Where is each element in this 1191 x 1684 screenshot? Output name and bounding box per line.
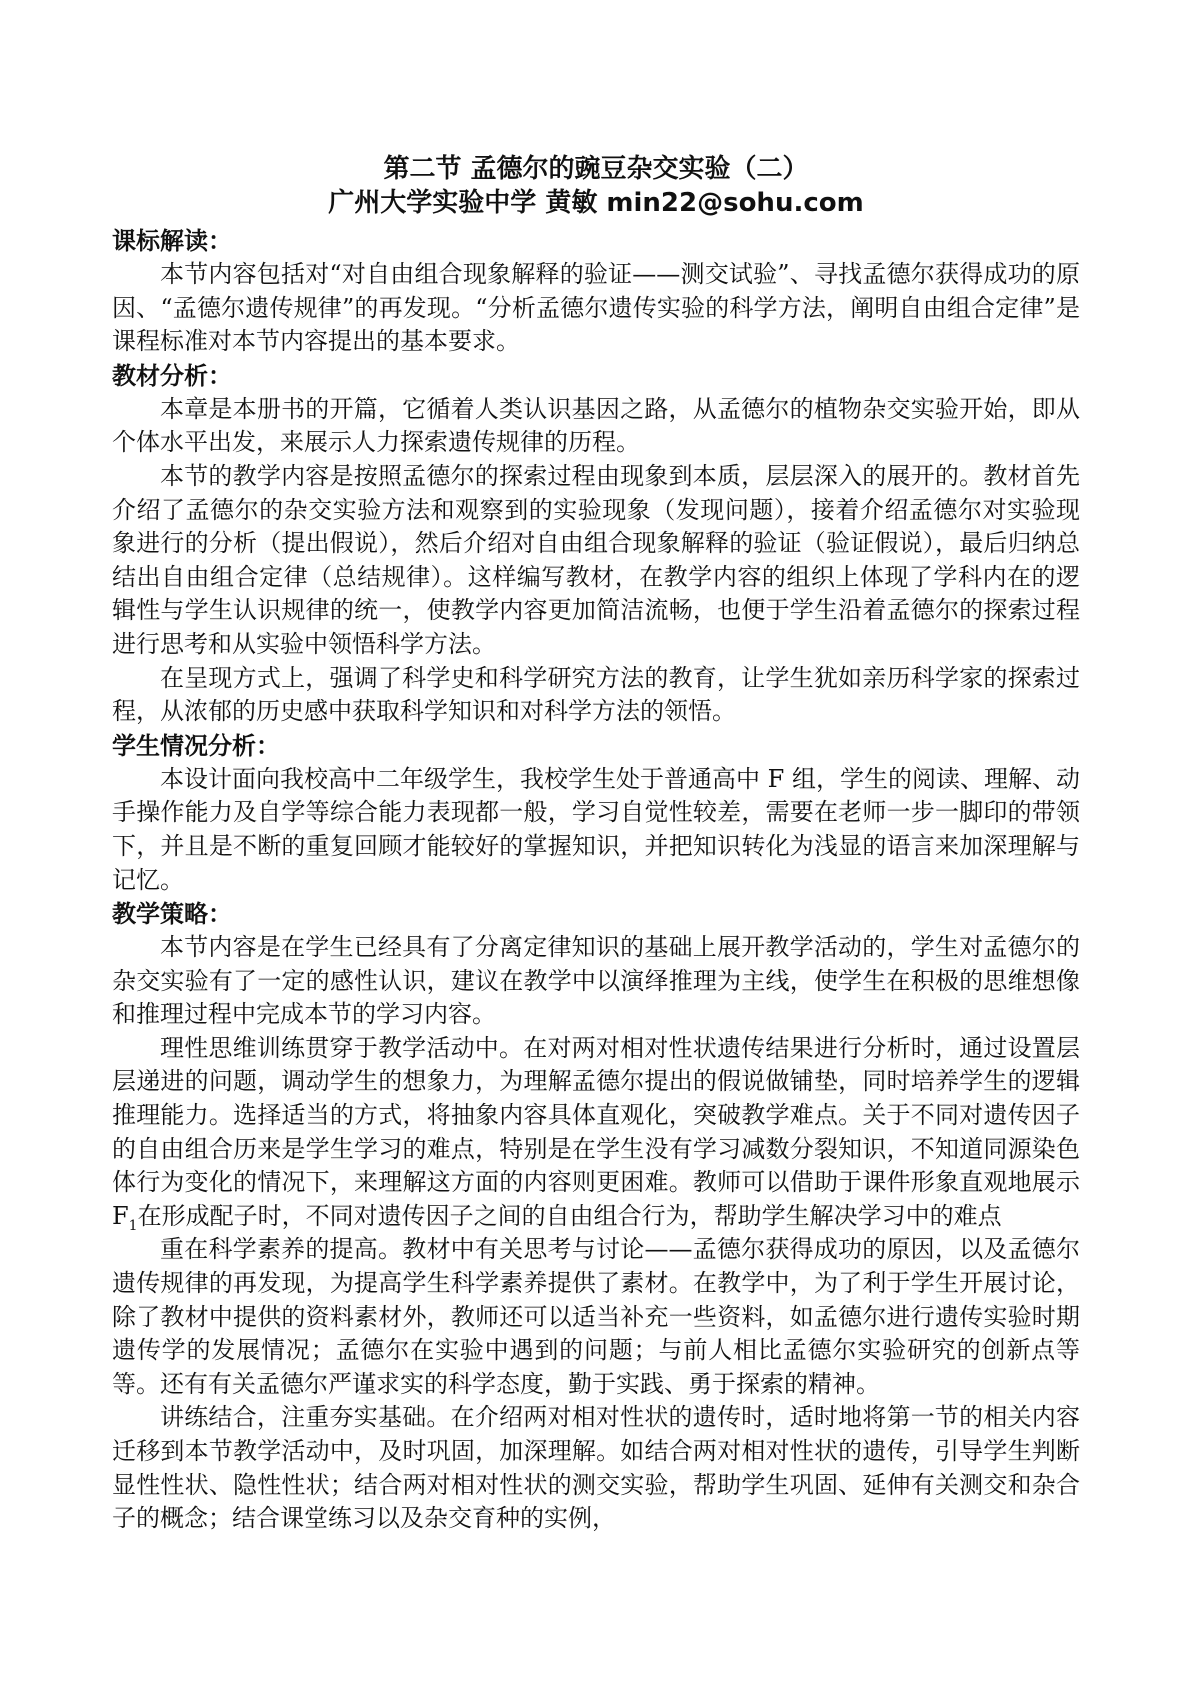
paragraph-with-subscript xyxy=(112,1032,1080,1234)
paragraph: 本节内容包括对“对自由组合现象解释的验证——测交试验”、寻找孟德尔获得成功的原因、“孟德尔遗传规律”的再发现。“分析孟德尔遗传实验的科学方法，阐明自由组合定律”是课程标准对本节内容提出的基本要求。 xyxy=(112,260,1080,356)
paragraph: 本节的教学内容是按照孟德尔的探索过程由现象到本质，层层深入的展开的。教材首先介绍了孟德尔的杂交实验方法和观察到的实验现象（发现问题），接着介绍孟德尔对实验现象进行的分析（提出假说），然后介绍对自由组合现象解释的验证（验证假说），最后归纳总结出自由组合定律（总结规律）。这样编写教材，在教学内容的组织上体现了学科内在的逻辑性与学生认识规律的统一，使教学内容更加简洁流畅，也便于学生沿着孟德尔的探索过程进行思考和从实验中领悟科学方法。 xyxy=(112,461,1080,658)
paragraph: 本章是本册书的开篇，它循着人类认识基因之路，从孟德尔的植物杂交实验开始，即从个体水平出发，来展示人力探索遗传规律的历程。 xyxy=(112,394,1080,457)
section-curriculum xyxy=(112,224,1080,359)
section-teaching-strategy xyxy=(112,897,1080,1536)
author-line: 广州大学实验中学 黄敏 min22@sohu.com xyxy=(328,188,864,218)
document-title: 第二节 孟德尔的豌豆杂交实验（二） xyxy=(383,154,809,184)
paragraph-text-continued: 在形成配子时，不同对遗传因子之间的自由组合行为，帮助学生解决学习中的难点 xyxy=(137,1201,1002,1230)
section-heading: 课标解读： xyxy=(112,227,232,255)
document-page xyxy=(112,152,1080,1536)
paragraph: 本设计面向我校高中二年级学生，我校学生处于普通高中 F 组，学生的阅读、理解、动手操作能力及自学等综合能力表现都一般，学习自觉性较差，需要在老师一步一脚印的带领下，并且是不断的重复回顾才能较好的掌握知识，并把知识转化为浅显的语言来加深理解与记忆。 xyxy=(112,764,1080,894)
f1-subscript: 1 xyxy=(128,1217,138,1234)
paragraph: 讲练结合，注重夯实基础。在介绍两对相对性状的遗传时，适时地将第一节的相关内容迁移到本节教学活动中，及时巩固，加深理解。如结合两对相对性状的遗传，引导学生判断显性性状、隐性性状；结合两对相对性状的测交实验，帮助学生巩固、延伸有关测交和杂合子的概念；结合课堂练习以及杂交育种的实例， xyxy=(112,1403,1080,1533)
section-textbook-analysis xyxy=(112,359,1080,729)
paragraph: 在呈现方式上，强调了科学史和科学研究方法的教育，让学生犹如亲历科学家的探索过程，从浓郁的历史感中获取科学知识和对科学方法的领悟。 xyxy=(112,663,1080,726)
section-heading: 教学策略： xyxy=(112,900,232,929)
section-heading: 学生情况分析： xyxy=(112,731,280,760)
section-heading: 教材分析： xyxy=(112,361,232,390)
section-student-analysis xyxy=(112,729,1080,897)
paragraph-text: 理性思维训练贯穿于教学活动中。在对两对相对性状遗传结果进行分析时，通过设置层层递进的问题，调动学生的想象力，为理解孟德尔提出的假说做铺垫，同时培养学生的逻辑推理能力。选择适当的方式，将抽象内容具体直观化，突破教学难点。关于不同对遗传因子的自由组合历来是学生学习的难点，特别是在学生没有学习减数分裂知识，不知道同源染色体行为变化的情况下，来理解这方面的内容则更困难。教师可以借助于课件形象直观地展示 F xyxy=(112,1033,1080,1230)
paragraph: 重在科学素养的提高。教材中有关思考与讨论——孟德尔获得成功的原因，以及孟德尔遗传规律的再发现，为提高学生科学素养提供了素材。在教学中，为了利于学生开展讨论，除了教材中提供的资料素材外，教师还可以适当补充一些资料，如孟德尔进行遗传实验时期遗传学的发展情况；孟德尔在实验中遇到的问题；与前人相比孟德尔实验研究的创新点等等。还有有关孟德尔严谨求实的科学态度，勤于实践、勇于探索的精神。 xyxy=(112,1235,1080,1398)
paragraph: 本节内容是在学生已经具有了分离定律知识的基础上展开教学活动的，学生对孟德尔的杂交实验有了一定的感性认识，建议在教学中以演绎推理为主线，使学生在积极的思维想像和推理过程中完成本节的学习内容。 xyxy=(112,933,1080,1029)
